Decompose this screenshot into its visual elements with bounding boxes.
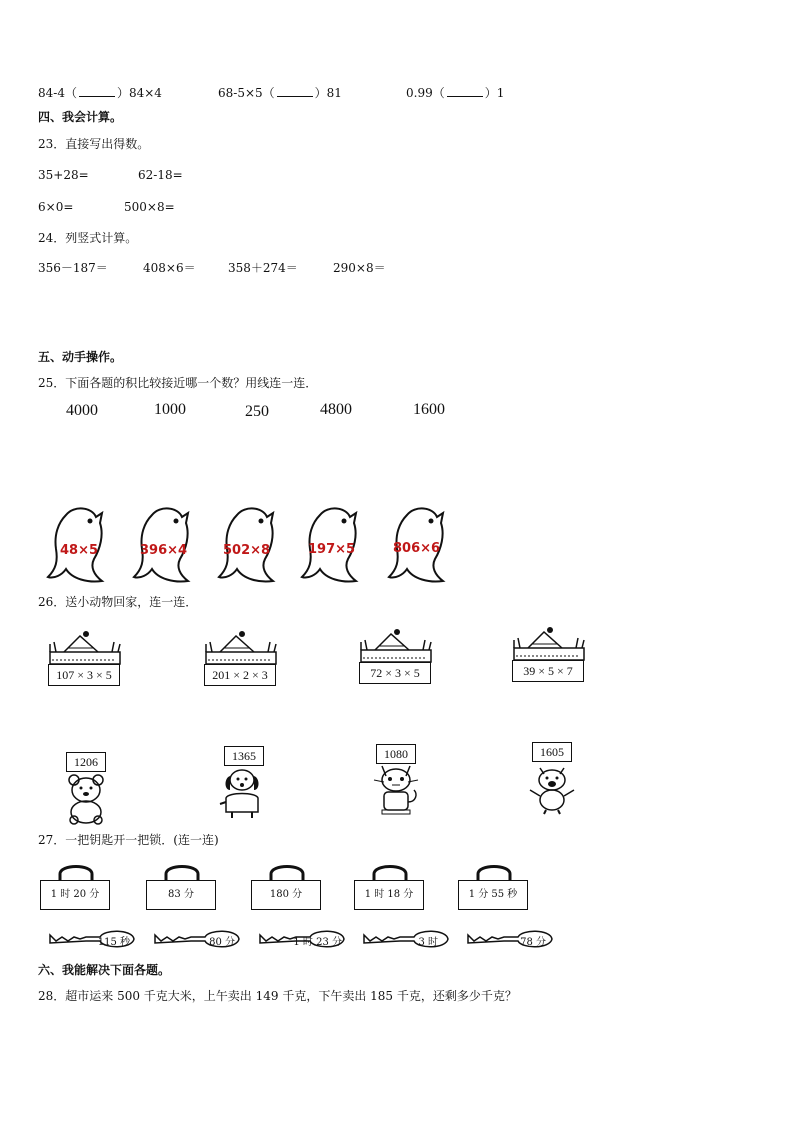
q23-title: 23．直接写出得数。 — [38, 137, 150, 151]
key-4[interactable] — [360, 927, 450, 951]
q25-number-5[interactable]: 1600 — [413, 401, 445, 418]
q23-item-1: 35+28= — [38, 168, 89, 182]
lock-2[interactable] — [146, 862, 218, 912]
ghost-expression: 396×4 — [140, 543, 188, 558]
ghost-2[interactable] — [130, 505, 200, 585]
compare-item-1 — [38, 86, 162, 99]
q24-item-4: 290×8＝ — [333, 261, 386, 275]
house-4[interactable] — [510, 626, 590, 686]
q25-title: 25．下面各题的积比较接近哪一个数？用线连一连． — [38, 376, 318, 390]
lock-label: 83 分 — [146, 880, 216, 910]
lock-label: 1 时 18 分 — [354, 880, 424, 910]
animal-sign: 1365 — [224, 746, 264, 766]
bear-icon — [60, 770, 116, 826]
pig-icon — [526, 760, 582, 816]
compare-left: 68-5×5（ — [218, 86, 275, 100]
q23-item-3: 6×0= — [38, 200, 74, 214]
animal-pig[interactable] — [526, 742, 586, 822]
q24-item-2: 408×6＝ — [143, 261, 196, 275]
house-icon — [357, 628, 437, 664]
lock-shackle-icon — [370, 862, 410, 882]
answer-blank[interactable] — [447, 86, 483, 97]
ghost-5[interactable] — [385, 505, 455, 585]
animal-sign: 1605 — [532, 742, 572, 762]
section-4-heading: 四、我会计算。 — [38, 110, 123, 124]
q26-title: 26．送小动物回家，连一连． — [38, 595, 198, 609]
lock-label: 180 分 — [251, 880, 321, 910]
compare-left: 84-4（ — [38, 86, 77, 100]
lock-4[interactable] — [354, 862, 426, 912]
house-sign: 39 × 5 × 7 — [512, 660, 584, 682]
compare-item-2 — [218, 86, 342, 99]
lock-1[interactable] — [40, 862, 112, 912]
ghost-3[interactable] — [215, 505, 285, 585]
compare-right: ）84×4 — [116, 86, 162, 100]
section-6-heading: 六、我能解决下面各题。 — [38, 963, 171, 977]
house-sign: 201 × 2 × 3 — [204, 664, 276, 686]
house-icon — [510, 626, 590, 662]
q25-number-3[interactable]: 250 — [245, 403, 269, 420]
animal-cat[interactable] — [370, 744, 430, 824]
house-icon — [46, 630, 126, 666]
lock-shackle-icon — [474, 862, 514, 882]
animal-bear[interactable] — [60, 752, 120, 832]
q23-item-4: 500×8= — [124, 200, 175, 214]
house-sign: 72 × 3 × 5 — [359, 662, 431, 684]
lock-5[interactable] — [458, 862, 530, 912]
key-2[interactable] — [151, 927, 241, 951]
dog-icon — [212, 764, 268, 820]
ghost-expression: 197×5 — [308, 542, 356, 557]
q25-number-4[interactable]: 4800 — [320, 401, 352, 418]
q25-number-1[interactable]: 4000 — [66, 402, 98, 419]
q24-item-1: 356－187＝ — [38, 261, 108, 275]
ghost-expression: 502×8 — [223, 543, 271, 558]
key-5[interactable] — [464, 927, 554, 951]
house-sign: 107 × 3 × 5 — [48, 664, 120, 686]
cat-icon — [370, 762, 426, 818]
lock-shackle-icon — [162, 862, 202, 882]
key-3[interactable] — [256, 927, 346, 951]
ghost-expression: 48×5 — [60, 543, 99, 558]
house-1[interactable] — [46, 630, 126, 690]
ghost-1[interactable] — [44, 505, 114, 585]
compare-right: ）81 — [314, 86, 342, 100]
section-5-heading: 五、动手操作。 — [38, 350, 123, 364]
compare-left: 0.99（ — [406, 86, 445, 100]
q23-item-2: 62-18= — [138, 168, 183, 182]
lock-shackle-icon — [56, 862, 96, 882]
house-2[interactable] — [202, 630, 282, 690]
ghost-4[interactable] — [298, 505, 368, 585]
lock-shackle-icon — [267, 862, 307, 882]
animal-sign: 1080 — [376, 744, 416, 764]
house-icon — [202, 630, 282, 666]
key-label: 115 秒 — [97, 937, 130, 948]
compare-right: ）1 — [484, 86, 505, 100]
lock-label: 1 时 20 分 — [40, 880, 110, 910]
answer-blank[interactable] — [277, 86, 313, 97]
key-label: 3 时 — [418, 937, 438, 948]
q24-title: 24．列竖式计算。 — [38, 231, 138, 245]
animal-sign: 1206 — [66, 752, 106, 772]
key-label: 1 时 23 分 — [293, 937, 342, 948]
q27-title: 27．一把钥匙开一把锁．(连一连) — [38, 833, 219, 847]
key-label: 80 分 — [209, 937, 235, 948]
animal-dog[interactable] — [212, 746, 272, 826]
compare-item-3 — [406, 86, 504, 99]
q25-number-2[interactable]: 1000 — [154, 401, 186, 418]
answer-blank[interactable] — [79, 86, 115, 97]
ghost-expression: 806×6 — [393, 541, 441, 556]
lock-label: 1 分 55 秒 — [458, 880, 528, 910]
key-label: 78 分 — [520, 937, 546, 948]
house-3[interactable] — [357, 628, 437, 688]
q28-text: 28．超市运来 500 千克大米，上午卖出 149 千克，下午卖出 185 千克，还剩多少千克？ — [38, 989, 517, 1003]
lock-3[interactable] — [251, 862, 323, 912]
q24-item-3: 358＋274＝ — [228, 261, 298, 275]
key-1[interactable] — [46, 927, 136, 951]
